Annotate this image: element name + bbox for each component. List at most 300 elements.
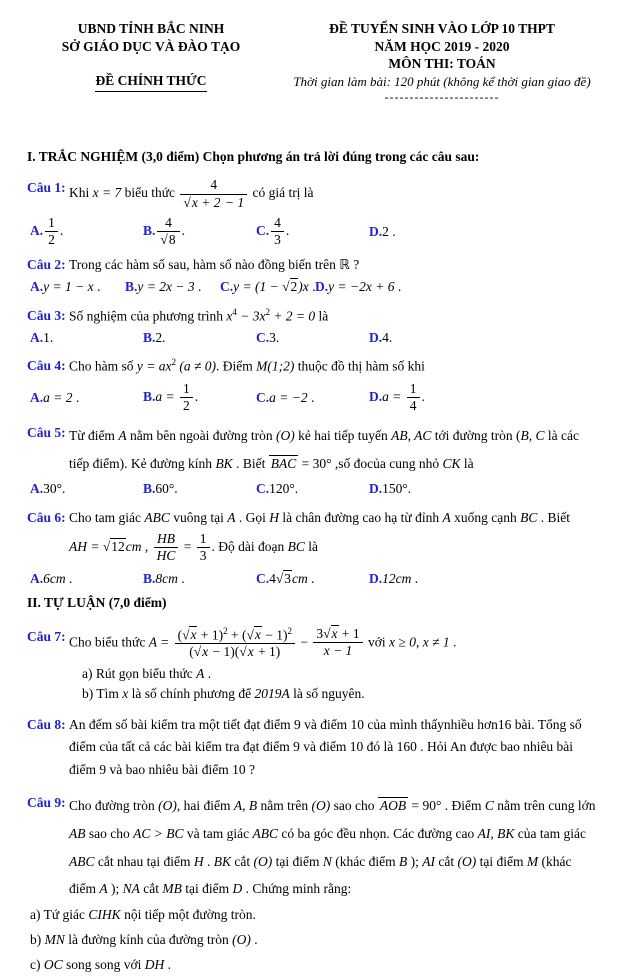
math-text: BK [213,853,231,869]
text: là các tiếp điểm). Kẻ đường kính [69,428,579,472]
radicand: x [190,627,197,642]
option-letter: D. [369,480,383,496]
text: . [62,480,66,496]
text: Cho hàm số [69,358,137,374]
option-letter: A. [30,480,44,496]
text: . [203,853,214,869]
option-value: 4 [382,330,389,346]
option-value: 2 [382,223,389,239]
text: , [141,538,152,554]
fraction [175,626,295,661]
text: cắt [139,881,163,897]
fraction [157,215,179,248]
radicand: x [247,644,254,660]
math-text: A [196,666,205,682]
option-value: y = (1 − [233,278,283,294]
option-letter: C. [256,571,270,587]
math-text: A = [148,634,173,650]
text: của tam giác [514,825,586,841]
question-6-line1 [69,510,570,525]
text: sao cho [85,825,134,841]
text: . [411,571,419,587]
option-value: 60° [155,480,175,496]
text: . [250,931,258,947]
question-5-label: Câu 5: [27,425,66,441]
math-text: ABC [69,853,95,869]
text: vuông tại [169,510,228,526]
text: Cho tam giác [69,510,145,526]
option-letter: B. [143,388,156,404]
text: kẻ hai tiếp tuyến [294,428,392,444]
option-value: 2 [155,330,163,346]
option-letter: C. [256,389,270,405]
option-letter: B. [143,571,156,587]
exam-header [27,20,601,104]
math-text: (a ≠ 0) [175,358,217,374]
fraction-denominator: 2 [180,397,193,414]
question-3-label: Câu 3: [27,308,66,324]
sqrt-symbol: √ [323,626,331,642]
option-value: a = 2 [43,389,73,405]
text: . [181,222,185,238]
text: . [275,330,280,346]
fraction [180,381,193,414]
math-text: C [484,798,494,814]
fraction [407,381,420,414]
text: biểu thức [121,185,179,201]
fraction-numerator: 4 [165,214,172,230]
math-text: (O) [253,853,273,869]
option-letter: B. [143,222,156,238]
q3-option-c [256,327,369,349]
math-text: A, B [233,798,258,814]
option-value: a = −2 [269,389,308,405]
q3-option-a [30,327,143,349]
question-6-text [69,507,601,564]
text: cắt nhau tại điểm [94,853,194,869]
option-letter: C. [256,480,270,496]
text: . Điểm [216,358,257,374]
math-text: AI, BK [477,825,515,841]
q1-option-c [256,215,369,248]
text: thuộc đồ thị hàm số khi [294,358,425,374]
question-5 [27,422,601,477]
question-8 [27,714,601,783]
question-2 [27,254,601,276]
question-3-text [69,305,601,327]
text: là đường kính của đường tròn [64,931,233,947]
square-root [282,278,298,294]
angle-overline: AOB [379,798,407,814]
q6-option-d [369,568,418,590]
section-2-title: II. TỰ LUẬN (7,0 điểm) [27,594,167,610]
fraction-denominator: 3 [197,547,210,564]
text: là [460,456,474,472]
text: Trong các hàm số sau, hàm số nào đồng biến trên [69,257,340,273]
text: tại điểm [272,853,323,869]
math-text: M(1;2) [256,358,295,374]
option-value: y = −2x + 6 [328,278,395,294]
question-7-text [69,626,601,665]
question-6 [27,507,601,564]
math-text: cm [125,538,142,554]
text: . [93,278,101,294]
text: tới đường tròn ( [431,428,521,444]
math-text: AC > BC [133,825,184,841]
q3-option-b [143,327,256,349]
exam-title: ĐỀ TUYỂN SINH VÀO LỚP 10 THPT [329,21,555,36]
issuing-authority-block [27,20,275,104]
option-value: cm [292,571,308,587]
option-letter: D. [369,571,383,587]
question-9-text [69,792,601,903]
option-letter: D. [369,330,383,346]
fraction-denominator: 4 [407,397,420,414]
math-text: AB, AC [391,428,432,444]
question-1 [27,177,601,210]
text: cắt [230,853,254,869]
text: tại điểm [476,853,527,869]
text: . [294,480,299,496]
q2-option-a [30,276,125,298]
exponent: 4 [232,307,237,318]
option-value: a = [155,388,179,404]
question-5-text [69,422,601,477]
text: . [388,223,396,239]
question-4 [27,355,601,377]
text: = 90° . Điểm [408,798,485,814]
fraction-denominator: 3 [271,231,284,248]
text: b) Tìm [82,685,123,701]
math-text: N [322,853,332,869]
math-text: x [122,685,129,701]
question-2-options [30,276,601,298]
square-root [246,626,261,642]
text: + 1 [338,626,360,642]
option-letter: B. [125,278,138,294]
fraction-denominator [175,643,295,660]
text: . [59,222,64,238]
sqrt-symbol: √ [183,194,191,210]
radicand: 3 [284,571,292,587]
option-letter: A. [30,278,44,294]
q4-option-d [369,381,425,414]
option-letter: D. [315,278,329,294]
math-text: A [99,881,108,897]
fraction [154,531,179,564]
math-text: A [227,510,236,526]
text: Cho biểu thức [69,634,149,650]
option-letter: C. [256,330,270,346]
math-text: B [398,853,408,869]
text: . [204,666,212,682]
option-letter: C. [256,222,270,238]
math-text: y = ax [136,358,172,374]
fraction [45,215,58,248]
q6-option-c [256,568,369,590]
math-text: − 3x [236,308,266,324]
option-value: 6cm [43,571,66,587]
math-text: ABC [252,825,278,841]
fraction-denominator: 2 [45,231,58,248]
question-6-equation [69,531,601,564]
text: . [49,330,54,346]
text: và tam giác [183,825,253,841]
question-1-text [69,177,601,210]
question-4-options [30,381,601,414]
text: xuống cạnh [450,510,521,526]
math-text: OC [43,956,63,972]
q4-option-c [256,387,369,409]
math-text: (O) [232,931,251,947]
fraction-numerator: 1 [183,381,190,397]
q6-option-b [143,568,256,590]
square-root [103,538,126,554]
question-7-item-b [82,684,601,704]
exponent: 2 [223,625,228,636]
question-5-options [30,478,601,500]
math-text: (O) [276,428,295,444]
text: . [65,571,73,587]
set-r-symbol: ℝ [339,257,350,273]
text: . [421,388,425,404]
text: sao cho [330,798,378,814]
question-1-options [30,215,601,248]
authority-line1: UBND TỈNH BẮC NINH [77,21,225,36]
q2-option-d [315,276,410,298]
math-text: A [442,510,451,526]
q5-option-c [256,478,369,500]
fraction-numerator: 4 [274,214,281,230]
option-letter: A. [30,389,44,405]
fraction-denominator: HC [154,547,179,564]
text: Cho đường tròn [69,798,159,814]
math-text: (O) [311,798,331,814]
text: , hai điểm [176,798,234,814]
math-text: DH [144,956,165,972]
question-2-label: Câu 2: [27,257,66,273]
text: . [388,330,393,346]
fraction-denominator: x − 1 [313,642,362,659]
text: c) [30,956,44,972]
text: + 1) [197,627,224,642]
question-8-label: Câu 8: [27,716,66,732]
math-text: x ≥ 0, x ≠ 1 [389,634,450,650]
option-value: y = 2x − 3 [137,278,195,294]
option-value: 3 [269,330,276,346]
section-1-title: I. TRẮC NGHIỆM (3,0 điểm) Chọn phương án trả lời đúng trong các câu sau: [27,148,480,164]
q6-option-a [30,568,143,590]
text: . [308,278,316,294]
math-text: AH = [69,538,103,554]
text: là số nguyên. [289,685,365,701]
q1-option-a [30,215,143,248]
q5-option-d [369,478,411,500]
math-text: H [193,853,204,869]
math-text: B, C [520,428,545,444]
text: . Biết [537,510,570,526]
question-7-label: Câu 7: [27,628,66,644]
text: = [180,538,195,554]
math-text: D [232,881,243,897]
question-4-label: Câu 4: [27,357,66,373]
sqrt-symbol: √ [275,571,284,587]
exponent: 2 [265,307,270,318]
text: . [164,956,172,972]
math-text: 2019A [254,685,290,701]
radicand: x [254,627,261,642]
option-value: 120° [269,480,295,496]
text: ? [349,257,360,273]
question-4-text [69,355,601,377]
q5-option-a [30,478,143,500]
question-9-item-c [30,953,601,978]
fraction [313,626,362,659]
math-text: + 2 = 0 [269,308,316,324]
math-text: M [526,853,539,869]
radicand: 2 [290,278,298,294]
square-root [276,570,292,586]
fraction-denominator [180,194,247,211]
square-root [182,626,197,642]
exponent: 2 [171,356,176,367]
math-text: BC [287,538,305,554]
text: (khác điểm [69,853,572,897]
fraction-numerator: 1 [48,214,55,230]
text: với [364,634,390,650]
option-value: 12cm [382,571,412,587]
text: . [407,480,412,496]
q1-option-d [369,221,396,243]
text: . Biết [232,456,269,472]
text: . [194,278,202,294]
math-text: − 1 [221,194,245,210]
sqrt-symbol: √ [160,231,168,247]
question-7-item-a [82,664,601,684]
text: ( [177,627,183,642]
math-text: MN [44,931,65,947]
option-value: 8cm [155,571,178,587]
official-exam-label: ĐỀ CHÍNH THỨC [95,72,206,92]
text: ); [107,881,123,897]
radicand: x [331,626,338,642]
text: cắt [434,853,458,869]
fraction-numerator: 4 [210,177,218,193]
math-text: A [118,428,127,444]
fraction [180,177,247,210]
option-value: y = 1 − x [43,278,94,294]
sqrt-symbol: √ [246,627,254,642]
math-text: AI [422,853,435,869]
fraction-numerator [313,626,362,642]
text: . [72,389,80,405]
text: nằm bên ngoài đường tròn [126,428,276,444]
text: có giá trị là [249,185,314,201]
option-letter: A. [30,330,44,346]
question-3-options [30,327,601,349]
question-6-label: Câu 6: [27,510,66,526]
text: + 1) [254,644,281,660]
radicand: 8 [168,231,176,247]
text: ); [407,853,423,869]
math-text: ABC [144,510,170,526]
question-1-label: Câu 1: [27,180,66,196]
option-value: a = [382,388,405,404]
q5-option-b [143,478,256,500]
radicand: 12 [111,538,125,554]
square-root [239,643,254,659]
text: là [315,308,329,324]
text: 3 [316,626,324,642]
text: . [174,480,178,496]
question-6-options [30,568,601,590]
q4-option-b [143,381,256,414]
text: . [162,330,166,346]
option-letter: A. [30,222,44,238]
fraction-numerator [175,626,295,644]
math-text: BK [215,456,233,472]
text: − [296,634,312,650]
text: là [304,538,319,554]
math-text: H [269,510,279,526]
text: + ( [227,627,247,642]
question-9-item-b [30,928,601,953]
text: a) Rút gọn biểu thức [82,666,197,682]
option-value: )x [298,278,309,294]
fraction-numerator: HB [157,530,176,546]
square-root [183,194,221,210]
duration-note: Thời gian làm bài: 120 phút (không kể thời gian giao đề) [293,73,591,89]
radicand: x + 2 [191,194,221,210]
radicand: x [202,644,209,660]
math-text: (O) [158,798,177,814]
angle-overline: BAC [270,456,297,472]
q2-option-b [125,276,220,298]
question-8-text: An đếm số bài kiểm tra một tiết đạt điểm 9 và điểm 10 của mình thấynhiều hơn16 bài. Tổng số điểm của tất cả các bài kiểm tra đạt điểm 9 và điểm 10 đó là 160 . Hỏi An được bao nhiêu bài điểm 9 và bao nhiêu bài điểm 10 ? [69,716,582,778]
math-text: MB [162,881,182,897]
text: . [307,571,315,587]
text: ( [189,644,194,660]
option-value: 1 [43,330,50,346]
q1-option-b [143,215,256,248]
fraction-numerator: 1 [409,381,417,397]
text: song song với [62,956,145,972]
fraction [197,531,210,564]
math-text: NA [122,881,140,897]
text: có ba góc đều nhọn. Các đường cao [277,825,478,841]
authority-line2: SỞ GIÁO DỤC VÀ ĐÀO TẠO [61,38,241,54]
sqrt-symbol: √ [193,644,202,660]
text: . [394,278,402,294]
school-year: NĂM HỌC 2019 - 2020 [374,38,510,54]
option-letter: B. [143,480,156,496]
sqrt-symbol: √ [182,627,190,642]
exam-title-block [275,20,601,104]
fraction-denominator [157,231,179,248]
question-7 [27,626,601,665]
text: − 1)( [209,644,240,660]
option-letter: B. [143,330,156,346]
text: b) [30,931,45,947]
question-9 [27,792,601,903]
text: là số chính phương để [128,685,255,701]
math-text: x [226,308,233,324]
q2-option-c [220,276,315,298]
text: = 30° ,số đocủa cung nhỏ [298,456,443,472]
text: . Chứng minh rằng: [242,881,352,897]
question-3 [27,305,601,327]
math-text: BC [520,510,538,526]
